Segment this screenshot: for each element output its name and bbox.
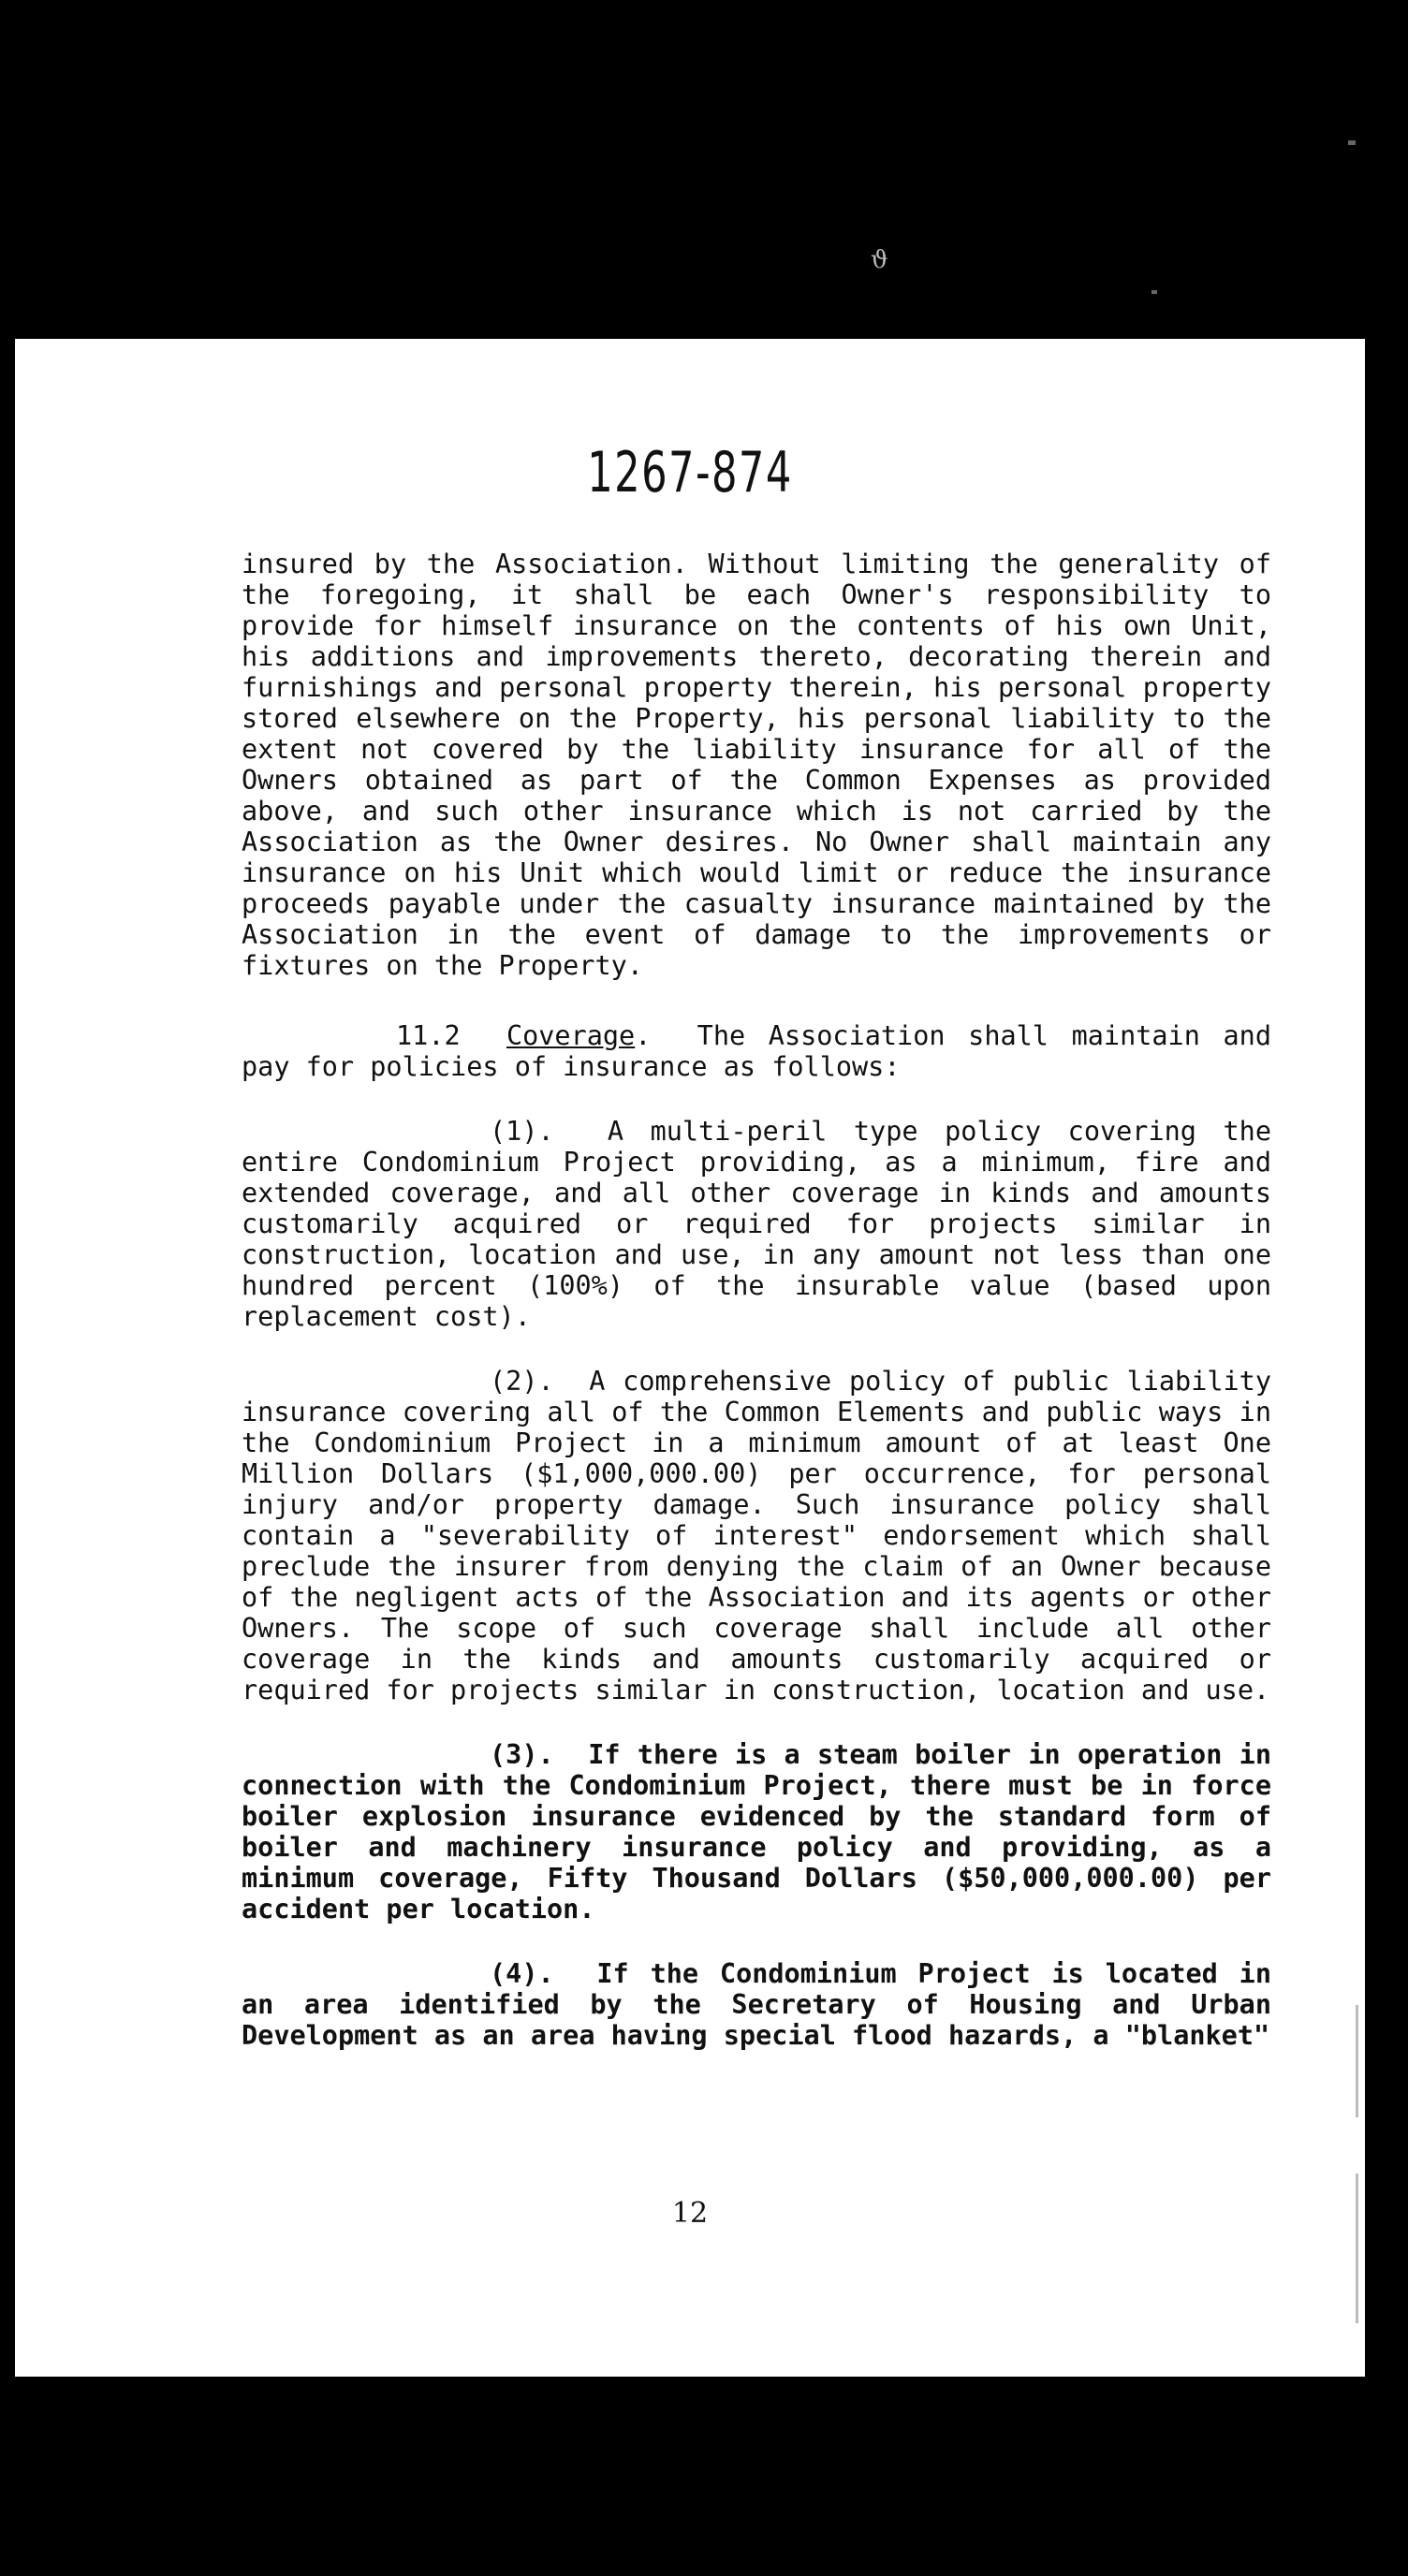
item-label: (1). xyxy=(490,1116,554,1147)
scan-artifact-mark: ϑ xyxy=(871,246,888,274)
coverage-item-2 xyxy=(242,1366,1271,1705)
item-label: (2). xyxy=(490,1366,554,1397)
section-heading: Coverage xyxy=(506,1020,636,1051)
coverage-item-1 xyxy=(242,1116,1271,1332)
scan-edge-mark xyxy=(1356,2005,1358,2117)
item-text: A multi-peril type policy covering the entire Condominium Project providing, as a minimum, fire and extended coverage, and all other coverage in kinds and amounts customarily acquired or required for projects similar in construction, location and use, in any amount not less than one hundred percent (100%) of the insurable value (based upon replacement cost). xyxy=(242,1116,1271,1332)
item-text: If there is a steam boiler in operation in connection with the Condominium Project, there must be in force boiler explosion insurance evidenced by the standard form of boiler and machinery insurance policy and providing, as a minimum coverage, Fifty Thousand Dollars ($50,000,000.00) per accident per location. xyxy=(242,1739,1271,1925)
item-text: If the Condominium Project is located in an area identified by the Secretary of Housing and Urban Development as an area having special flood hazards, a "blanket" xyxy=(242,1958,1271,2051)
section-number: 11.2 xyxy=(396,1020,461,1051)
coverage-item-4 xyxy=(242,1958,1271,2051)
item-text: A comprehensive policy of public liability insurance covering all of the Common Elements and public ways in the Condominium Project in a minimum amount of at least One Million Dollars ($1,000,000.00) per occurrence, for personal injury and/or property damage. Such insurance policy shall contain a "severability of interest" endorsement which shall preclude the insurer from denying the claim of an Owner because of the negligent acts of the Association and its agents or other Owners. The scope of such coverage shall include all other coverage in the kinds and amounts customarily acquired or required for projects similar in construction, location and use. xyxy=(242,1366,1271,1705)
coverage-item-3 xyxy=(242,1739,1271,1925)
scan-speck xyxy=(1348,140,1356,145)
document-reference-number: 1267-874 xyxy=(587,440,793,505)
document-page xyxy=(15,339,1365,2377)
scan-edge-mark xyxy=(1356,2174,1358,2323)
document-body xyxy=(242,549,1271,2051)
page-number: 12 xyxy=(671,2197,709,2230)
intro-paragraph: insured by the Association. Without limiting the generality of the foregoing, it shall be each Owner's responsibility to provide for himself insurance on the contents of his own Unit, his additions and improvements thereto, decorating therein and furnishings and personal property therein, his personal property stored elsewhere on the Property, his personal liability to the extent not covered by the liability insurance for all of the Owners obtained as part of the Common Expenses as provided above, and such other insurance which is not carried by the Association as the Owner desires. No Owner shall maintain any insurance on his Unit which would limit or reduce the insurance proceeds payable under the casualty insurance maintained by the Association in the event of damage to the improvements or fixtures on the Property. xyxy=(242,549,1271,981)
item-label: (3). xyxy=(490,1739,554,1770)
section-text: The Association shall maintain and pay for policies of insurance as follows: xyxy=(242,1020,1271,1082)
scan-speck xyxy=(1151,290,1157,294)
item-label: (4). xyxy=(490,1958,554,1989)
section-11-2-paragraph: 11.2 Coverage. The Association shall maintain and pay for policies of insurance as follows: xyxy=(242,1020,1271,1082)
